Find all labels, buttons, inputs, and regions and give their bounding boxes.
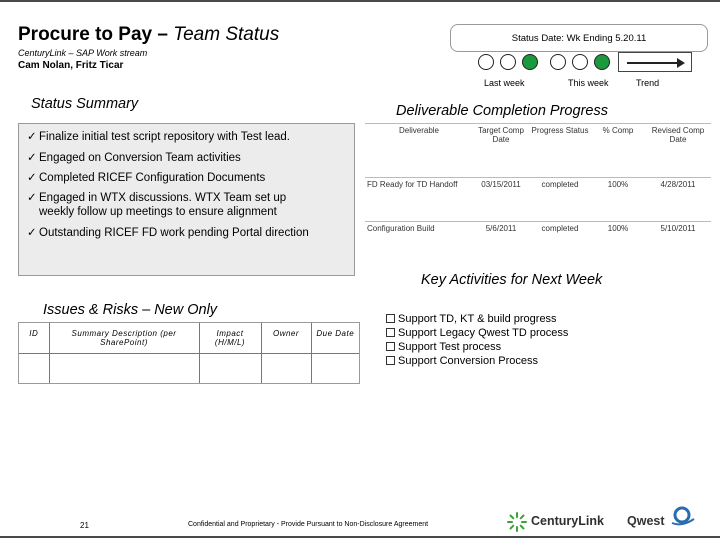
checkbox-icon (386, 314, 395, 323)
col-header: Target Comp Date (473, 124, 529, 178)
this-week-circle-2 (572, 54, 588, 70)
title-main: Procure to Pay (18, 24, 153, 45)
this-week-label: This week (568, 78, 609, 88)
summary-item: ✓ Finalize initial test script repository with Test lead. (27, 131, 290, 143)
status-summary-title: Status Summary (31, 96, 139, 112)
check-icon: ✓ (27, 192, 37, 204)
last-week-circle-2 (500, 54, 516, 70)
issues-table-panel (18, 322, 360, 384)
cell: 5/10/2011 (645, 222, 711, 256)
this-week-circle-3 (594, 54, 610, 70)
cell: Configuration Build (365, 222, 473, 256)
cell (49, 353, 199, 383)
qwest-logo-text: Qwest (627, 514, 665, 528)
page-number: 21 (80, 521, 89, 530)
trend-label: Trend (636, 78, 660, 88)
col-header: % Comp (591, 124, 645, 178)
col-header: Summary Description (per SharePoint) (49, 323, 199, 353)
table-row (19, 353, 359, 383)
activity-item: Support Legacy Qwest TD process (386, 326, 568, 341)
col-header: Progress Status (529, 124, 591, 178)
last-week-circle-1 (478, 54, 494, 70)
cell (311, 353, 359, 383)
trend-arrow-line (627, 62, 679, 64)
col-header: Impact (H/M/L) (199, 323, 261, 353)
issues-title: Issues & Risks – New Only (43, 302, 218, 318)
footer-rule (0, 536, 720, 538)
activity-item: Support Conversion Process (386, 354, 538, 369)
cell: completed (529, 178, 591, 222)
centurylink-logo-icon (506, 511, 528, 533)
check-icon: ✓ (27, 227, 37, 239)
header-rule (0, 0, 720, 2)
cell: FD Ready for TD Handoff (365, 178, 473, 222)
check-icon: ✓ (27, 131, 37, 143)
col-header: Owner (261, 323, 311, 353)
issues-table (19, 323, 359, 383)
cell: completed (529, 222, 591, 256)
checkbox-icon (386, 328, 395, 337)
this-week-circle-1 (550, 54, 566, 70)
activity-item: Support Test process (386, 340, 501, 355)
title-sub: Team Status (173, 24, 280, 45)
team-names: Cam Nolan, Fritz Ticar (18, 60, 124, 71)
key-activities-title: Key Activities for Next Week (421, 272, 603, 288)
cell: 100% (591, 222, 645, 256)
col-header: Due Date (316, 329, 355, 338)
summary-item: ✓ Engaged in WTX discussions. WTX Team set up weekly follow up meetings to ensure alignment (27, 192, 287, 218)
confidential-notice: Confidential and Proprietary - Provide Pursuant to Non-Disclosure Agreement (188, 521, 429, 528)
table-row (365, 178, 711, 222)
col-header: Revised Comp Date (645, 124, 711, 178)
col-header: Deliverable (365, 124, 473, 178)
deliverable-header-row (365, 124, 711, 178)
trend-arrow-box (618, 52, 692, 72)
cell (261, 353, 311, 383)
summary-item: ✓ Completed RICEF Configuration Documents (27, 172, 266, 184)
centurylink-logo-text: CenturyLink (531, 514, 604, 528)
cell (199, 353, 261, 383)
check-icon: ✓ (27, 172, 37, 184)
checkbox-icon (386, 342, 395, 351)
deliverable-title: Deliverable Completion Progress (396, 103, 608, 119)
status-summary-panel (18, 123, 355, 276)
deliverable-table (365, 123, 711, 256)
summary-item: ✓ Outstanding RICEF FD work pending Portal direction (27, 227, 309, 239)
last-week-label: Last week (484, 78, 525, 88)
cell: 03/15/2011 (473, 178, 529, 222)
activity-item: Support TD, KT & build progress (386, 312, 557, 327)
qwest-logo-icon (668, 505, 696, 527)
table-row (365, 222, 711, 256)
title-dash: – (157, 24, 168, 45)
cell (19, 353, 49, 383)
trend-arrow-icon (677, 58, 685, 68)
status-date-box (450, 24, 708, 52)
cell: 100% (591, 178, 645, 222)
checkbox-icon (386, 356, 395, 365)
col-header: ID (19, 323, 49, 353)
check-icon: ✓ (27, 152, 37, 164)
cell: 4/28/2011 (645, 178, 711, 222)
status-date: Status Date: Wk Ending 5.20.11 (511, 32, 647, 44)
last-week-circle-3 (522, 54, 538, 70)
cell: 5/6/2011 (473, 222, 529, 256)
page-title (18, 24, 279, 46)
summary-item: ✓ Engaged on Conversion Team activities (27, 152, 241, 164)
workstream-label: CenturyLink – SAP Work stream (18, 48, 148, 58)
issues-header-row (19, 323, 359, 353)
